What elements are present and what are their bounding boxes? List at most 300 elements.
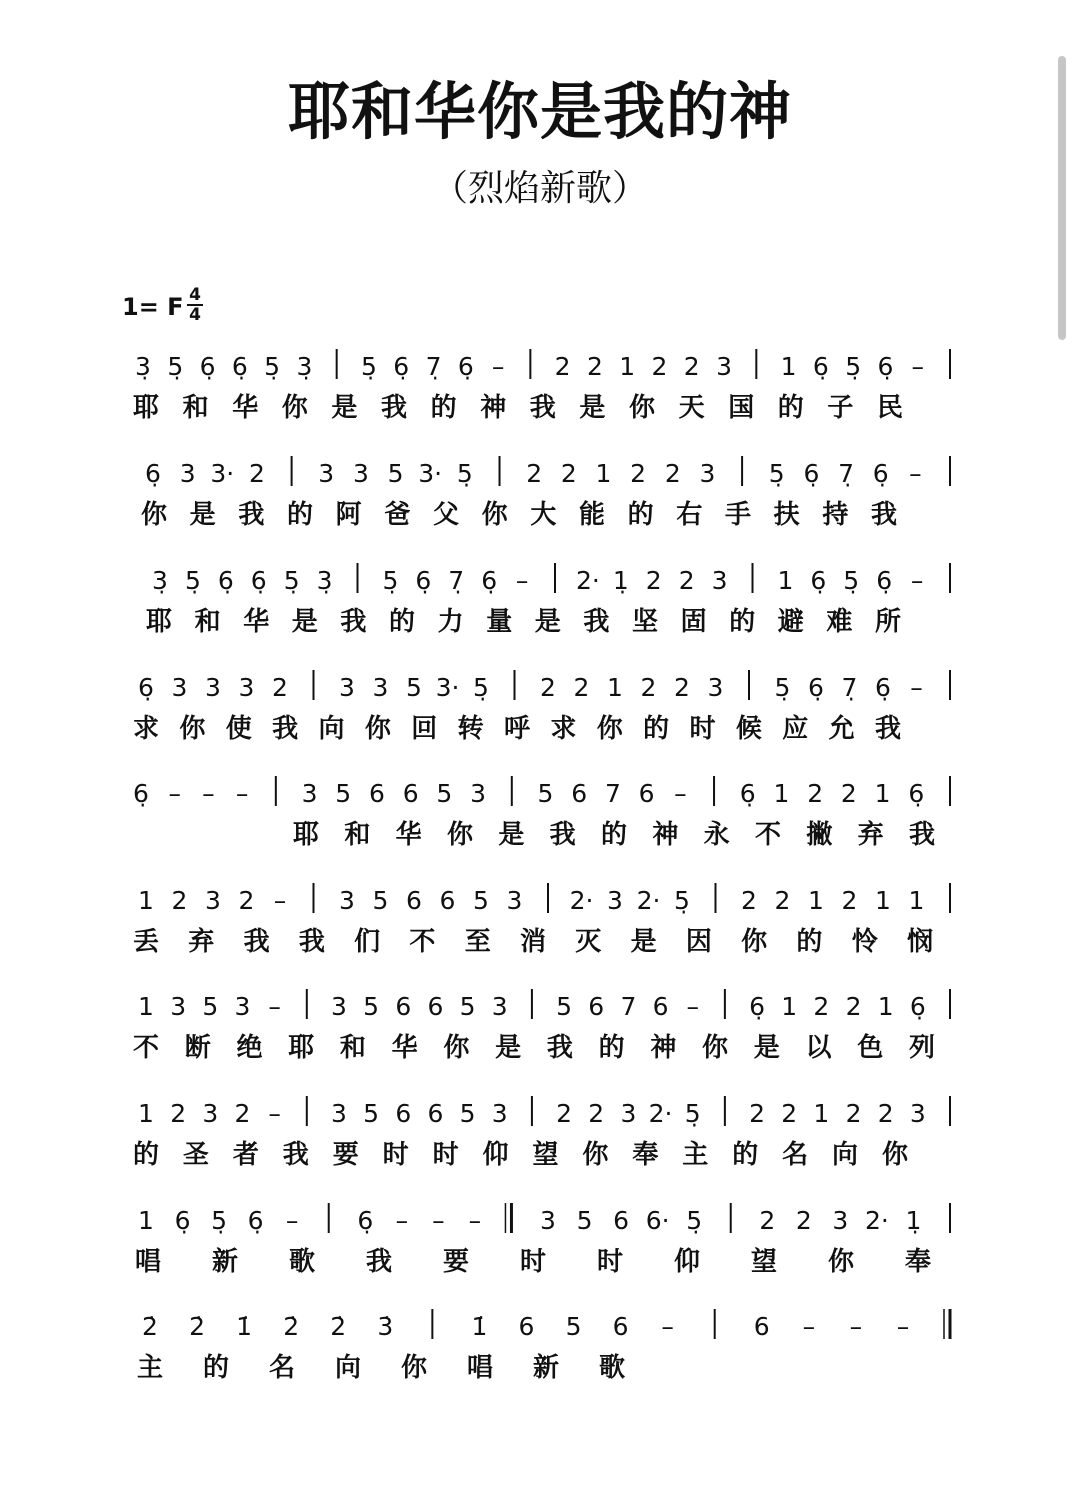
note: 3 [318, 459, 335, 488]
note: 5̣ [768, 459, 785, 488]
lyric-char: 我 [340, 607, 367, 637]
note: 2̇ [142, 1312, 158, 1341]
lyric-char: 消 [519, 927, 547, 957]
lyric-char: 望 [532, 1140, 559, 1170]
note: 2· [648, 1099, 673, 1128]
note: 5̣ [167, 352, 184, 381]
lyric-char: 阿 [335, 500, 362, 530]
note: 2̇ [189, 1312, 206, 1341]
lyric-char: 时 [596, 1247, 624, 1277]
lyric-char: 你 [140, 500, 168, 530]
note: 6 [638, 779, 655, 808]
note: 2 [630, 459, 647, 488]
note: – [235, 779, 249, 808]
note: 3 [607, 886, 623, 915]
lyric-char: 你 [628, 393, 656, 423]
lyric-char: 我 [272, 714, 299, 744]
note: – [674, 779, 687, 808]
note: 5 [556, 992, 573, 1021]
lyric-char: 你 [400, 1353, 428, 1383]
note: 5̣ [674, 886, 690, 915]
note: 2· [864, 1206, 889, 1235]
note: 6 [753, 1312, 770, 1341]
note: – [849, 1312, 863, 1341]
lyric-char: 允 [828, 714, 855, 744]
lyric-char: 向 [318, 714, 345, 744]
note: 2 [171, 886, 188, 915]
note: 6̣ [803, 459, 820, 488]
lyric-char: 固 [680, 607, 707, 637]
lyric-char: 丢 [132, 927, 160, 957]
score-line-3 [146, 563, 950, 637]
note: 2 [234, 1099, 251, 1128]
lyric-char: 奉 [632, 1140, 659, 1170]
note: 6̣ [217, 566, 234, 595]
lyric-char: 色 [857, 1033, 884, 1063]
note: 6̣ [133, 779, 149, 808]
note: – [168, 779, 181, 808]
lyric-char: 我 [380, 393, 408, 423]
note: 6̣ [872, 459, 889, 488]
lyric-char: 能 [578, 500, 606, 530]
note: 5̣ [211, 1206, 228, 1235]
note: 6̣ [749, 992, 765, 1021]
lyric-char: 神 [652, 820, 679, 850]
note: 3 [699, 459, 716, 488]
lyric-char: 华 [232, 393, 259, 423]
note: 2 [586, 352, 603, 381]
note: 3 [179, 459, 196, 488]
note: 2 [554, 352, 571, 381]
lyric-char: 弃 [857, 820, 884, 850]
lyric-char: 和 [182, 393, 209, 423]
note: – [515, 566, 529, 595]
note: 2̇ [330, 1312, 347, 1341]
lyric-char: 绝 [236, 1033, 263, 1063]
note: 3 [506, 886, 523, 915]
note: 6 [612, 1312, 629, 1341]
lyric-char: 悯 [906, 927, 934, 957]
lyric-char: 力 [437, 607, 464, 637]
note: 2 [645, 566, 662, 595]
note: 1 [813, 1099, 830, 1128]
lyric-char: 量 [486, 607, 513, 637]
note: 1 [877, 992, 894, 1021]
note: 2 [781, 1099, 798, 1128]
note: 5 [537, 779, 554, 808]
note: 3 [711, 566, 728, 595]
lyric-char: 华 [391, 1033, 418, 1063]
key-signature: 1= F [122, 293, 184, 321]
note: 3̣ [135, 352, 151, 381]
lyric-char: 永 [703, 820, 730, 850]
note: – [273, 886, 287, 915]
lyric-char: 我 [583, 607, 610, 637]
note: 3 [491, 992, 508, 1021]
note: 5̣ [684, 1099, 701, 1128]
note: 7̣ [448, 566, 465, 595]
lyric-char: 向 [832, 1140, 859, 1170]
note: 3̣ [316, 566, 333, 595]
lyric-char: 列 [908, 1033, 936, 1063]
lyric-char: 名 [268, 1353, 296, 1383]
lyric-char: 不 [132, 1033, 160, 1063]
note: 3 [331, 1099, 347, 1128]
note: 6̣ [145, 459, 161, 488]
note: 3 [909, 1099, 926, 1128]
lyric-char: 的 [132, 1140, 160, 1170]
note: – [268, 1099, 281, 1128]
note: – [285, 1206, 299, 1235]
note: 2· [575, 566, 600, 595]
note: 3 [372, 673, 389, 702]
note: 5̣ [686, 1206, 703, 1235]
lyric-char: 华 [395, 820, 422, 850]
note: 1 [874, 779, 891, 808]
note: 3 [238, 673, 255, 702]
lyric-char: 你 [827, 1247, 855, 1277]
note: 6̣ [876, 566, 893, 595]
lyric-char: 的 [388, 607, 416, 637]
note: 6 [395, 1099, 412, 1128]
lyric-char: 求 [550, 714, 577, 744]
note: 6̣ [808, 673, 824, 702]
note: 6̣ [457, 352, 474, 381]
lyric-char: 耶 [288, 1033, 315, 1063]
lyric-char: 呼 [503, 714, 531, 744]
note: 3 [470, 779, 487, 808]
note: 5 [576, 1206, 593, 1235]
note: 2 [272, 673, 288, 702]
score-line-4 [133, 670, 950, 744]
note: 6 [439, 886, 456, 915]
note: – [910, 566, 924, 595]
lyric-char: 你 [702, 1033, 729, 1063]
lyric-char: 我 [546, 1033, 573, 1063]
note: 5 [202, 992, 219, 1021]
lyric-char: 我 [298, 927, 325, 957]
lyric-char: 是 [630, 927, 657, 957]
note: 1 [607, 673, 623, 702]
lyric-char: 神 [480, 393, 507, 423]
note: 3 [540, 1206, 556, 1235]
note: 5̣ [774, 673, 791, 702]
note: 2 [845, 1099, 862, 1128]
lyric-char: 回 [411, 714, 438, 744]
note: 3 [491, 1099, 508, 1128]
note: 1 [595, 459, 612, 488]
note: 5 [459, 1099, 476, 1128]
note: 2 [540, 673, 556, 702]
note: 3 [202, 1099, 219, 1128]
note: 2 [556, 1099, 573, 1128]
note: 3 [339, 886, 355, 915]
note: 6 [402, 779, 419, 808]
note: – [910, 673, 923, 702]
lyric-char: 我 [365, 1247, 393, 1277]
lyric-char: 的 [777, 393, 804, 423]
time-signature-top: 4 [189, 285, 201, 305]
note: – [468, 1206, 482, 1235]
lyric-char: 你 [446, 820, 474, 850]
lyric-char: 难 [826, 607, 853, 637]
note: 6̣ [393, 352, 410, 381]
note: 6 [369, 779, 385, 808]
note: 3· [210, 459, 235, 488]
score-line-5 [133, 776, 950, 850]
lyric-char: 神 [650, 1033, 677, 1063]
lyric-char: 右 [676, 500, 703, 530]
lyric-char: 你 [179, 714, 206, 744]
note: 3· [418, 459, 443, 488]
note: 2 [840, 779, 857, 808]
lyric-char: 要 [332, 1140, 359, 1170]
note: 5 [387, 459, 404, 488]
lyric-char: 灭 [575, 927, 602, 957]
note: 2 [807, 779, 824, 808]
lyric-char: 不 [754, 820, 782, 850]
score-line-9 [135, 1203, 950, 1277]
lyric-char: 的 [796, 927, 823, 957]
note: 2 [749, 1099, 765, 1128]
note: 2̇ [283, 1312, 300, 1341]
lyric-char: 歌 [598, 1353, 626, 1383]
lyric-char: 名 [782, 1140, 809, 1170]
lyric-char: 和 [344, 820, 371, 850]
lyric-char: 我 [243, 927, 270, 957]
note: 2· [636, 886, 661, 915]
lyric-char: 是 [753, 1033, 780, 1063]
note: 2 [678, 566, 695, 595]
note: 6 [613, 1206, 630, 1235]
note: 1 [875, 886, 891, 915]
lyric-char: 民 [876, 393, 904, 423]
note: 2 [249, 459, 265, 488]
note: 6̣ [231, 352, 248, 381]
lyric-char: 和 [194, 607, 221, 637]
note: 2 [683, 352, 700, 381]
time-signature-bottom: 4 [189, 305, 201, 325]
lyric-char: 所 [874, 607, 902, 637]
note: – [802, 1312, 816, 1341]
note: 2 [664, 459, 681, 488]
note: 6 [652, 992, 669, 1021]
note: 6̣ [250, 566, 267, 595]
lyric-char: 你 [364, 714, 391, 744]
note: – [911, 352, 924, 381]
lyric-char: 时 [382, 1140, 409, 1170]
note: 2 [560, 459, 577, 488]
note: 3 [352, 459, 369, 488]
lyric-char: 的 [202, 1353, 230, 1383]
note: 6̣ [247, 1206, 264, 1235]
note: 6̣ [877, 352, 894, 381]
lyric-char: 耶 [132, 393, 160, 423]
note: 1 [619, 352, 636, 381]
lyric-char: 仰 [673, 1247, 701, 1277]
note: 5 [335, 779, 352, 808]
lyric-char: 撇 [806, 820, 833, 850]
note: 3 [205, 886, 221, 915]
lyric-char: 国 [728, 393, 755, 423]
lyric-char: 是 [498, 820, 525, 850]
lyric-char: 仰 [482, 1140, 509, 1170]
note: 6̣ [415, 566, 432, 595]
note: – [395, 1206, 409, 1235]
note: 1 [808, 886, 824, 915]
note: 2 [238, 886, 255, 915]
note: 5 [436, 779, 453, 808]
note: 3· [435, 673, 460, 702]
lyric-char: 你 [443, 1033, 470, 1063]
song-subtitle: （烈焰新歌） [431, 168, 648, 209]
lyric-char: 的 [598, 1033, 625, 1063]
lyric-char: 新 [532, 1353, 560, 1383]
note: 5 [473, 886, 489, 915]
lyric-char: 大 [530, 500, 557, 530]
note: 2 [845, 992, 862, 1021]
scrollbar-thumb[interactable] [1058, 56, 1066, 340]
note: 7 [604, 779, 621, 808]
lyric-char: 爸 [384, 500, 411, 530]
lyric-char: 不 [409, 927, 436, 957]
note: 6 [571, 779, 588, 808]
note: 6̣ [875, 673, 891, 702]
note: 6̣ [909, 992, 926, 1021]
note: 1̇ [236, 1312, 253, 1341]
note: 2· [569, 886, 594, 915]
lyric-char: 你 [582, 1140, 609, 1170]
note: 1 [908, 886, 925, 915]
note: 2 [759, 1206, 776, 1235]
note: 6· [645, 1206, 670, 1235]
lyric-char: 你 [596, 714, 623, 744]
note: 7̣ [838, 459, 854, 488]
note: 2 [877, 1099, 894, 1128]
note: 6 [427, 992, 444, 1021]
note: 3 [170, 992, 187, 1021]
note: 1 [781, 992, 798, 1021]
lyric-char: 至 [464, 927, 491, 957]
note: – [896, 1312, 910, 1341]
note: 6 [588, 992, 605, 1021]
lyric-char: 我 [870, 500, 898, 530]
lyric-char: 是 [291, 607, 318, 637]
lyric-char: 要 [442, 1247, 470, 1277]
lyric-char: 候 [735, 714, 762, 744]
lyric-char: 子 [827, 393, 854, 423]
score-line-6 [133, 883, 950, 957]
note: 2 [774, 886, 791, 915]
note: 3 [707, 673, 724, 702]
note: 5̣ [473, 673, 489, 702]
note: – [686, 992, 699, 1021]
lyric-char: 耶 [145, 607, 173, 637]
lyric-char: 和 [339, 1033, 366, 1063]
note: 1 [777, 566, 794, 595]
note: 5 [372, 886, 389, 915]
note: 3 [832, 1206, 849, 1235]
lyric-char: 的 [729, 607, 756, 637]
lyric-char: 唱 [134, 1247, 162, 1277]
note: – [909, 459, 922, 488]
note: 3 [301, 779, 318, 808]
note: 5 [406, 673, 422, 702]
lyric-char: 你 [481, 500, 508, 530]
lyric-char: 的 [732, 1140, 759, 1170]
lyric-char: 主 [682, 1140, 709, 1170]
note: 5 [459, 992, 476, 1021]
note: 5̣ [264, 352, 281, 381]
lyric-char: 的 [430, 393, 457, 423]
lyric-char: 耶 [292, 820, 320, 850]
lyric-char: 我 [282, 1140, 309, 1170]
note: 2 [573, 673, 590, 702]
note: 6̣ [481, 566, 498, 595]
note: 6 [427, 1099, 444, 1128]
lyric-char: 是 [189, 500, 216, 530]
score-line-7 [133, 989, 950, 1063]
note: 6 [395, 992, 412, 1021]
note: 3 [171, 673, 188, 702]
lyric-char: 你 [741, 927, 768, 957]
lyric-char: 你 [881, 1140, 909, 1170]
lyric-char: 的 [643, 714, 670, 744]
score-line-2 [141, 456, 950, 530]
note: 2 [795, 1206, 812, 1235]
lyric-char: 是 [579, 393, 606, 423]
score-line-8 [133, 1096, 950, 1170]
lyric-char: 怜 [851, 927, 878, 957]
note: 2 [813, 992, 830, 1021]
score-line-10 [137, 1309, 950, 1383]
note: 6̣ [174, 1206, 191, 1235]
lyric-char: 手 [724, 500, 752, 530]
note: 1 [138, 1206, 154, 1235]
note: 2 [651, 352, 668, 381]
note: 3̣ [296, 352, 313, 381]
lyric-char: 弃 [188, 927, 215, 957]
lyric-char: 向 [334, 1353, 362, 1383]
note: 3 [234, 992, 251, 1021]
note: 2 [741, 886, 757, 915]
lyric-char: 新 [211, 1247, 239, 1277]
lyric-char: 时 [689, 714, 716, 744]
note: 6 [518, 1312, 535, 1341]
lyric-char: 断 [184, 1033, 211, 1063]
note: – [202, 779, 215, 808]
lyric-char: 我 [529, 393, 556, 423]
note: 5̣ [283, 566, 300, 595]
note: 6̣ [812, 352, 829, 381]
lyric-char: 的 [627, 500, 654, 530]
note: – [491, 352, 505, 381]
note: 3 [339, 673, 355, 702]
note: – [661, 1312, 674, 1341]
note: 3 [716, 352, 732, 381]
note: 7 [620, 992, 637, 1021]
lyric-char: 我 [874, 714, 902, 744]
lyric-char: 天 [678, 393, 705, 423]
lyric-char: 是 [495, 1033, 522, 1063]
note: 5̣ [456, 459, 473, 488]
lyric-char: 时 [519, 1247, 547, 1277]
lyric-char: 的 [286, 500, 314, 530]
lyric-char: 我 [908, 820, 936, 850]
lyric-char: 圣 [182, 1140, 209, 1170]
note: 2 [841, 886, 858, 915]
lyric-char: 你 [281, 393, 308, 423]
